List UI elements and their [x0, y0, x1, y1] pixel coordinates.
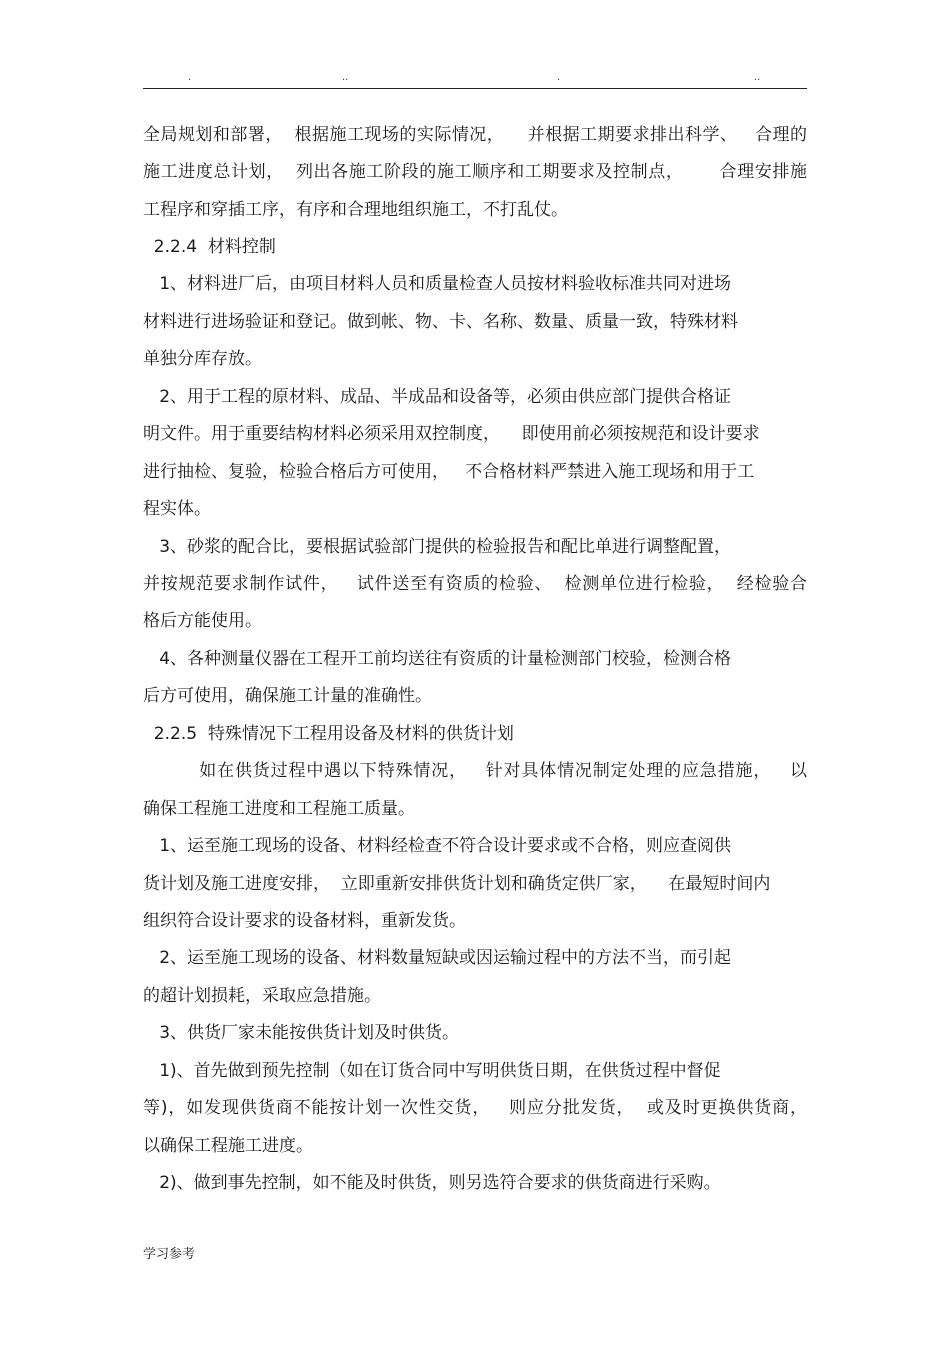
text-line: 1、材料进厂后，由项目材料人员和质量检查人员按材料验收标准共同对进场	[143, 274, 732, 294]
header-mark: .	[188, 72, 192, 83]
header-mark: ..	[342, 72, 349, 83]
header-mark: ..	[754, 72, 761, 83]
text-line: 确保工程施工进度和工程施工质量。	[143, 799, 415, 819]
text-line: 施工进度总计划， 列出各施工阶段的施工顺序和工期要求及控制点， 合理安排施	[143, 162, 807, 182]
text-line: 1)、首先做到预先控制（如在订货合同中写明供货日期，在供货过程中督促	[143, 1061, 721, 1081]
text-line: 进行抽检、复验，检验合格后方可使用， 不合格材料严禁进入施工现场和用于工	[143, 462, 755, 482]
text-line: 格后方能使用。	[143, 611, 262, 631]
text-line: 材料进行进场验证和登记。做到帐、物、卡、名称、数量、质量一致，特殊材料	[143, 312, 738, 332]
text-line: 2、运至施工现场的设备、材料数量短缺或因运输过程中的方法不当，而引起	[143, 948, 732, 968]
text-line: 2)、做到事先控制，如不能及时供货，则另选符合要求的供货商进行采购。	[143, 1173, 721, 1193]
text-line: 组织符合设计要求的设备材料，重新发货。	[143, 911, 466, 931]
page-footer: 学习参考	[143, 1247, 196, 1262]
text-line: 等)，如发现供货商不能按计划一次性交货， 则应分批发货， 或及时更换供货商，	[143, 1098, 807, 1118]
text-line: 单独分库存放。	[143, 349, 262, 369]
header-mark: .	[557, 72, 561, 83]
text-line: 工程序和穿插工序，有序和合理地组织施工，不打乱仗。	[143, 200, 568, 220]
text-line: 3、砂浆的配合比，要根据试验部门提供的检验报告和配比单进行调整配置，	[143, 537, 732, 557]
text-line: 2、用于工程的原材料、成品、半成品和设备等，必须由供应部门提供合格证	[143, 387, 732, 407]
text-line: 并按规范要求制作试件， 试件送至有资质的检验、 检测单位进行检验， 经检验合	[143, 574, 807, 594]
text-line: 3、供货厂家未能按供货计划及时供货。	[143, 1023, 460, 1043]
text-line: 货计划及施工进度安排， 立即重新安排供货计划和确货定供厂家， 在最短时间内	[143, 874, 771, 894]
section-heading: 2.2.4 材料控制	[143, 237, 276, 257]
section-heading: 2.2.5 特殊情况下工程用设备及材料的供货计划	[143, 724, 514, 744]
text-line: 程实体。	[143, 499, 211, 519]
text-line: 1、运至施工现场的设备、材料经检查不符合设计要求或不合格，则应查阅供	[143, 836, 732, 856]
text-line: 明文件。用于重要结构材料必须采用双控制度， 即使用前必须按规范和设计要求	[143, 424, 760, 444]
header-rule	[143, 88, 807, 89]
text-line: 的超计划损耗，采取应急措施。	[143, 986, 381, 1006]
text-line: 后方可使用，确保施工计量的准确性。	[143, 686, 432, 706]
text-line: 如在供货过程中遇以下特殊情况， 针对具体情况制定处理的应急措施， 以	[143, 761, 807, 781]
text-line: 以确保工程施工进度。	[143, 1136, 313, 1156]
text-line: 全局规划和部署， 根据施工现场的实际情况， 并根据工期要求排出科学、 合理的	[143, 125, 807, 145]
text-line: 4、各种测量仪器在工程开工前均送往有资质的计量检测部门校验，检测合格	[143, 649, 732, 669]
